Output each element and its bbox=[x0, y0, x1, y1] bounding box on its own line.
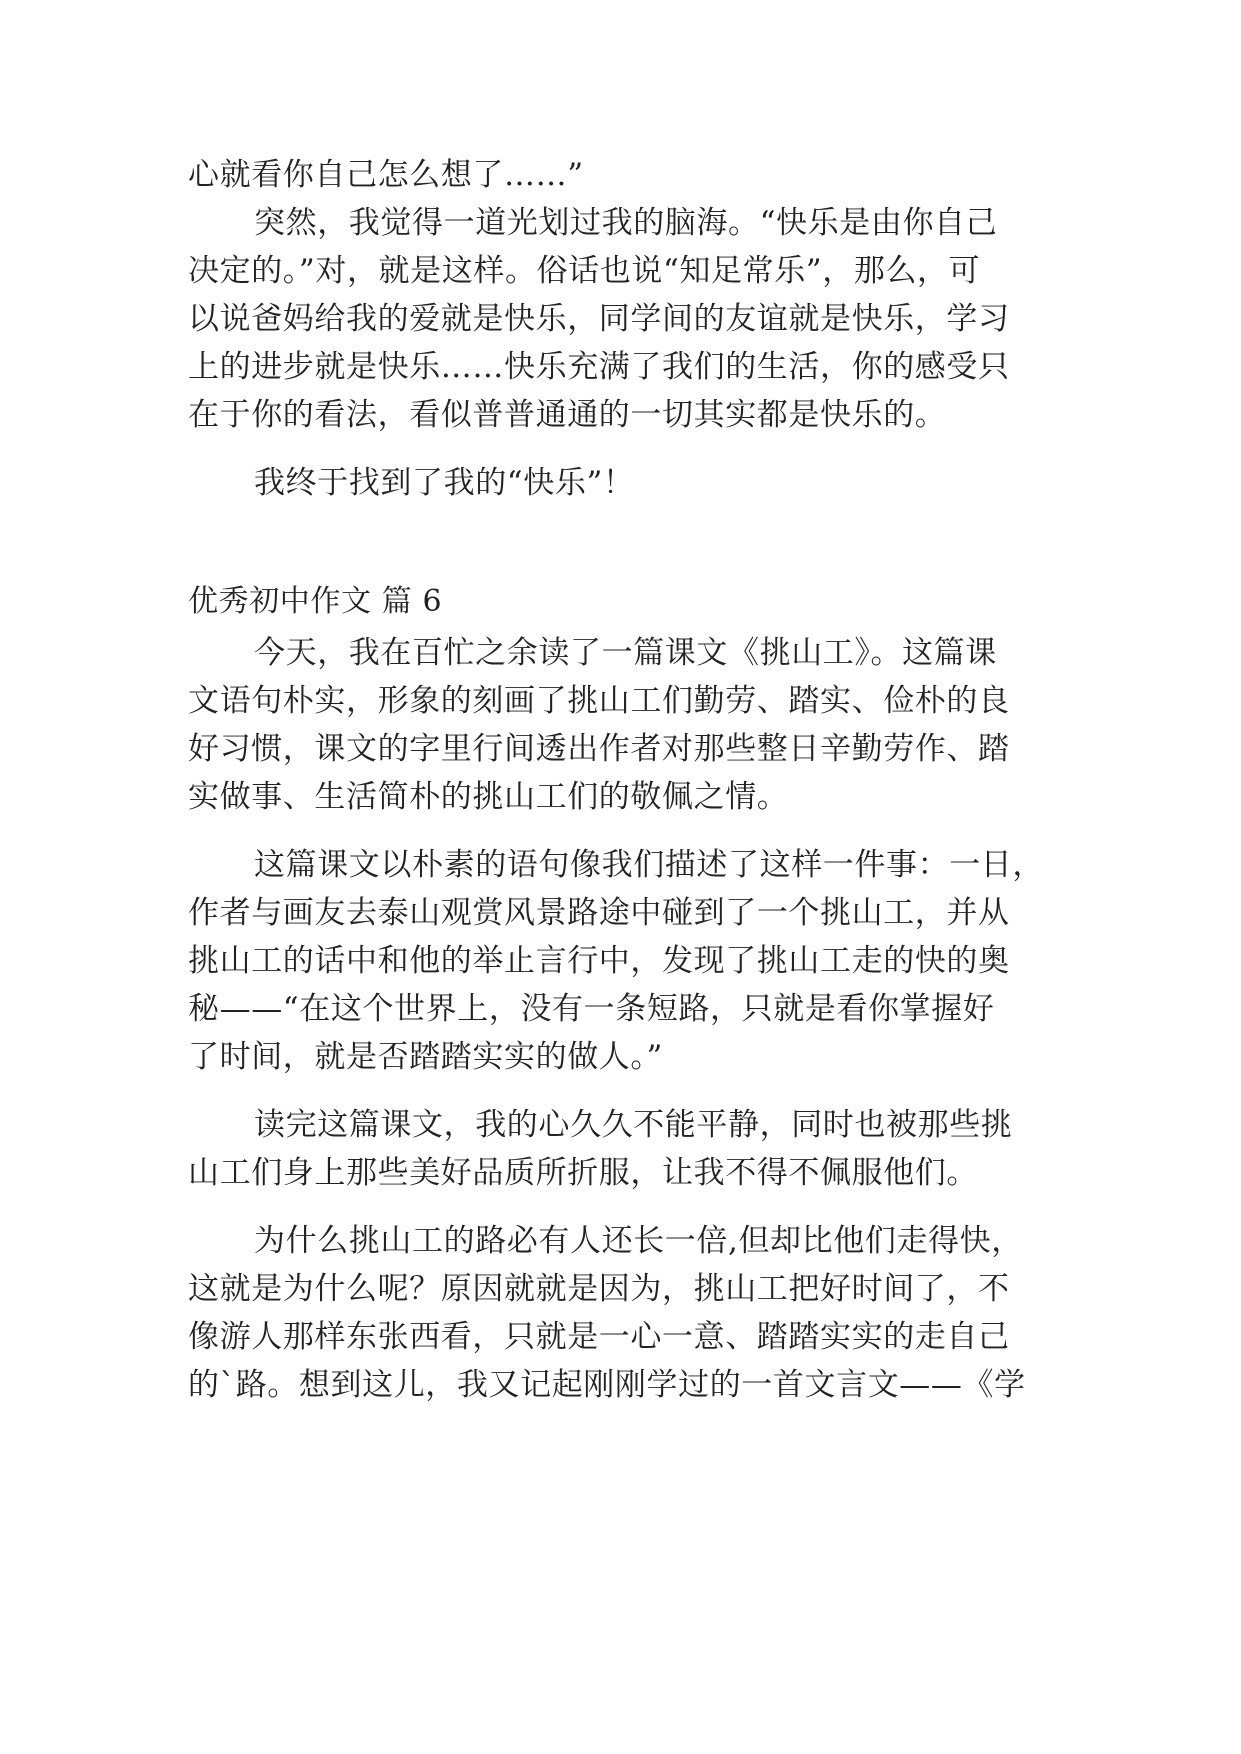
text-line: 像游人那样东张西看，只就是一心一意、踏踏实实的走自己 bbox=[188, 1319, 1010, 1355]
text-line: 作者与画友去泰山观赏风景路途中碰到了一个挑山工，并从 bbox=[188, 895, 1010, 931]
text-line: 的`路。想到这儿，我又记起刚刚学过的一首文言文——《学 bbox=[188, 1367, 1026, 1403]
text-line: 实做事、生活简朴的挑山工们的敬佩之情。 bbox=[188, 779, 789, 815]
text-line: 了时间，就是否踏踏实实的做人。” bbox=[188, 1039, 663, 1075]
text-line: 山工们身上那些美好品质所折服，让我不得不佩服他们。 bbox=[188, 1155, 978, 1191]
paragraph-start-line: 我终于找到了我的“快乐”！ bbox=[254, 465, 635, 501]
text-line: 这就是为什么呢？原因就就是因为，挑山工把好时间了，不 bbox=[188, 1271, 1010, 1307]
text-line: 好习惯，课文的字里行间透出作者对那些整日辛勤劳作、踏 bbox=[188, 731, 1010, 767]
section-heading: 优秀初中作文 篇 6 bbox=[188, 584, 443, 619]
text-line: 心就看你自己怎么想了……” bbox=[188, 157, 584, 193]
paragraph-start-line: 读完这篇课文，我的心久久不能平静，同时也被那些挑 bbox=[254, 1107, 1013, 1143]
text-line: 上的进步就是快乐……快乐充满了我们的生活，你的感受只 bbox=[188, 349, 1010, 385]
text-line: 在于你的看法，看似普普通通的一切其实都是快乐的。 bbox=[188, 397, 947, 433]
text-line: 以说爸妈给我的爱就是快乐，同学间的友谊就是快乐，学习 bbox=[188, 301, 1010, 337]
paragraph-start-line: 突然，我觉得一道光划过我的脑海。“快乐是由你自己 bbox=[254, 205, 998, 241]
text-line: 决定的。”对，就是这样。俗话也说“知足常乐”，那么，可 bbox=[188, 253, 981, 289]
paragraph-start-line: 今天，我在百忙之余读了一篇课文《挑山工》。这篇课 bbox=[254, 635, 997, 671]
text-line: 文语句朴实，形象的刻画了挑山工们勤劳、踏实、俭朴的良 bbox=[188, 683, 1010, 719]
text-line: 秘——“在这个世界上，没有一条短路，只就是看你掌握好 bbox=[188, 991, 995, 1027]
text-line: 挑山工的话中和他的举止言行中，发现了挑山工走的快的奥 bbox=[188, 943, 1010, 979]
paragraph-start-line: 为什么挑山工的路必有人还长一倍,但却比他们走得快， bbox=[254, 1223, 1023, 1259]
paragraph-start-line: 这篇课文以朴素的语句像我们描述了这样一件事：一日， bbox=[254, 847, 1044, 883]
